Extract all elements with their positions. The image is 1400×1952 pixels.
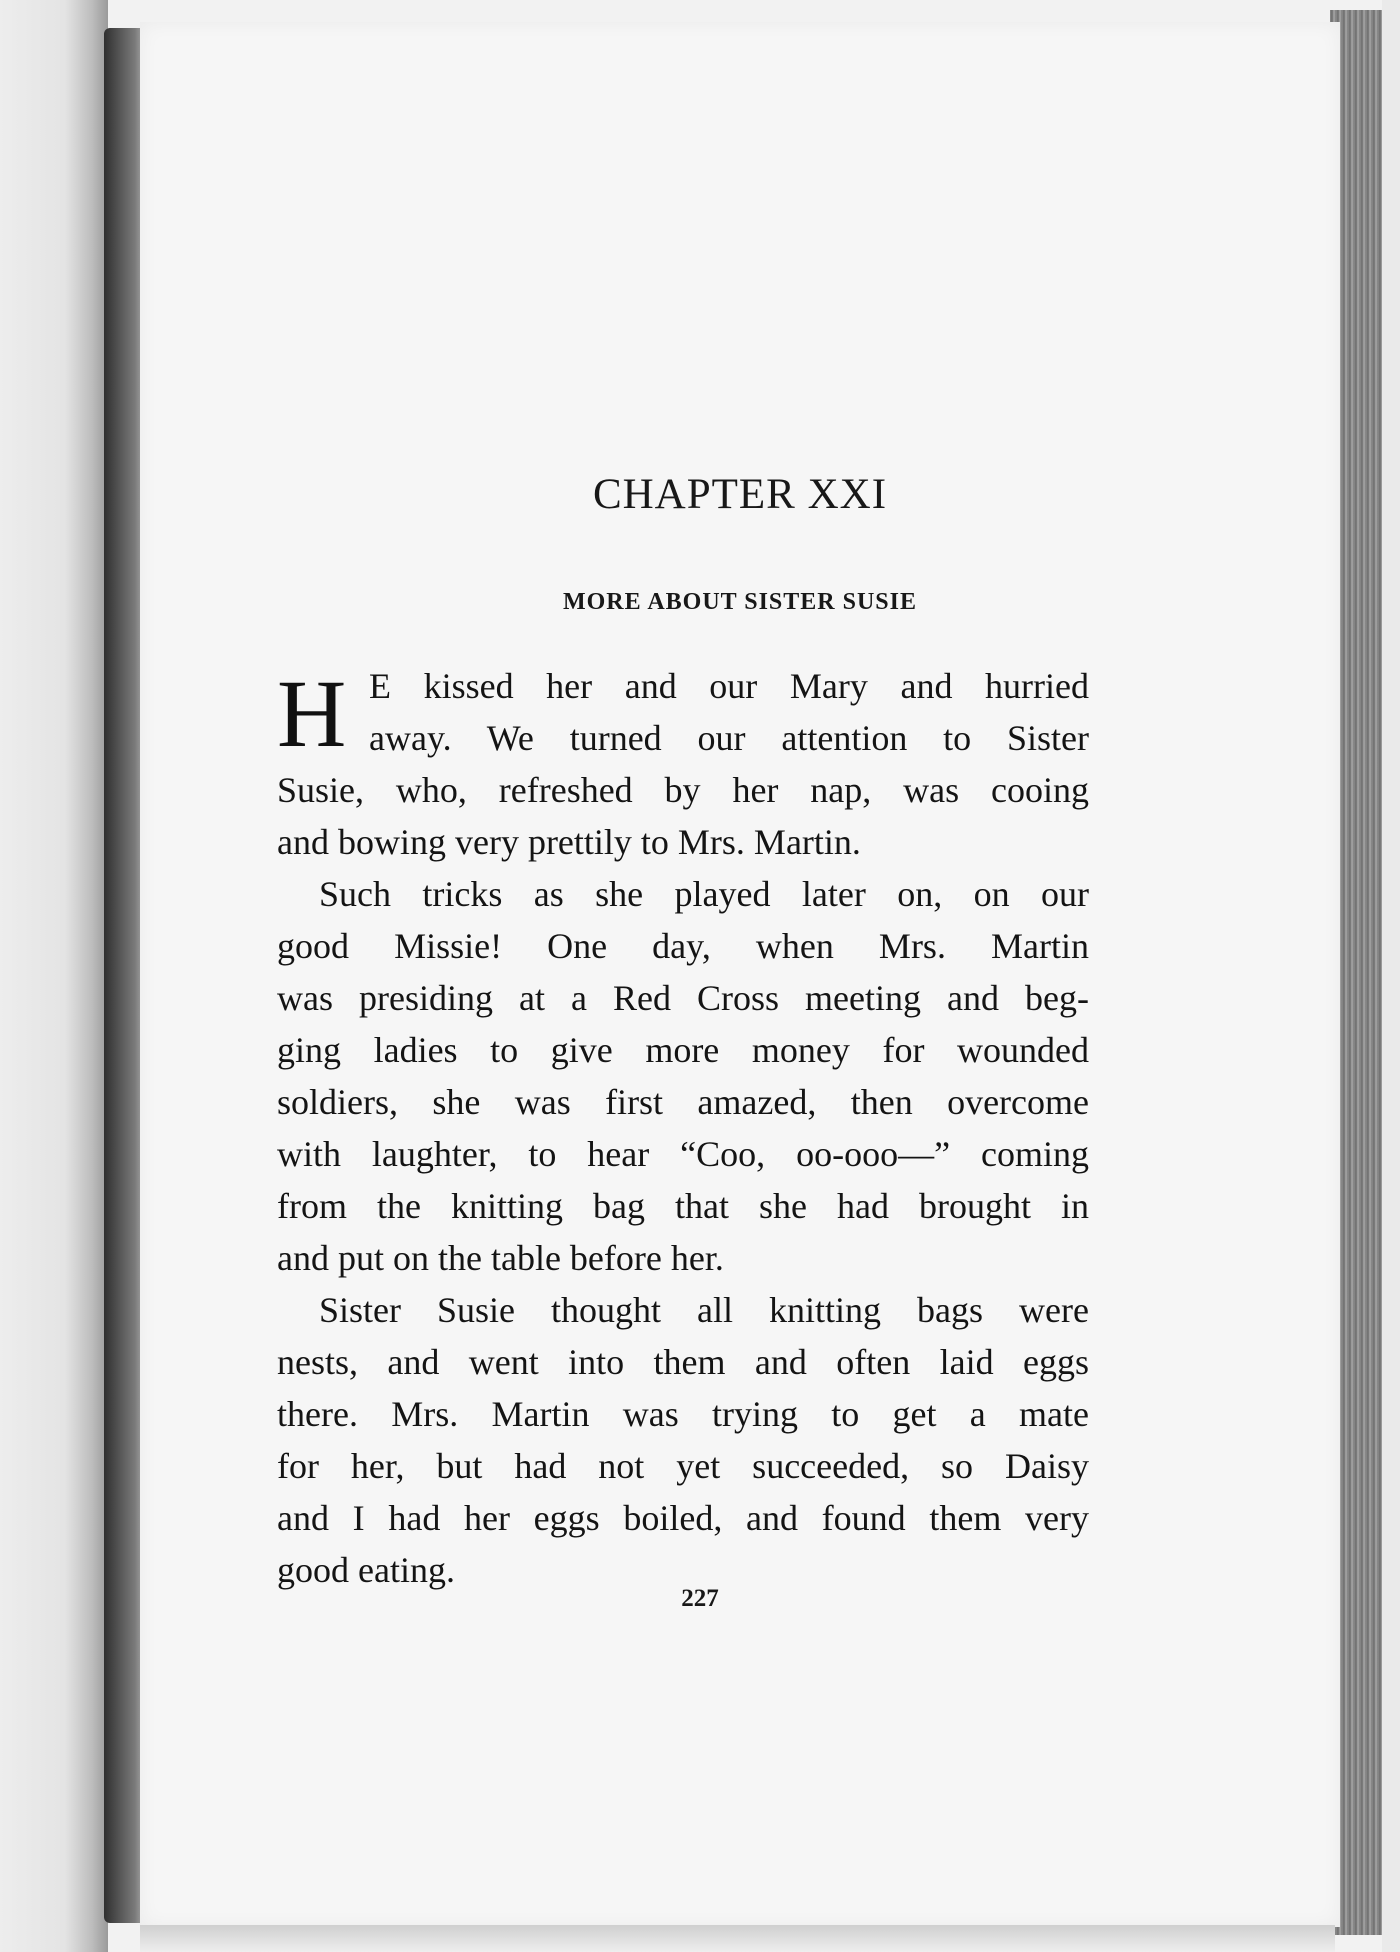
chapter-title: CHAPTER XXI	[592, 471, 888, 518]
text-line: nests, and went into them and often laid eggs	[277, 1342, 1089, 1382]
text-line: Such tricks as she played later on, on our	[319, 874, 1089, 914]
text-line: away. We turned our attention to Sister	[369, 718, 1089, 758]
text-line: was presiding at a Red Cross meeting and beg-	[277, 978, 1089, 1018]
text-line: Susie, who, refreshed by her nap, was cooing	[277, 770, 1089, 810]
text-line: good Missie! One day, when Mrs. Martin	[277, 926, 1089, 966]
opening-paragraph-start	[277, 660, 1089, 767]
left-page-edge	[0, 0, 108, 1952]
text-line: good eating.	[277, 1550, 455, 1590]
chapter-text	[277, 660, 1089, 1596]
background-right	[1382, 0, 1400, 1952]
text-line: E kissed her and our Mary and hurried	[369, 666, 1089, 706]
chapter-subtitle: MORE ABOUT SISTER SUSIE	[562, 589, 917, 615]
text-line: for her, but had not yet succeeded, so Daisy	[277, 1446, 1089, 1486]
drop-cap-lines	[369, 660, 1089, 764]
text-line: and bowing very prettily to Mrs. Martin.	[277, 822, 861, 862]
text-line: and put on the table before her.	[277, 1238, 724, 1278]
paragraph-1	[277, 764, 1089, 868]
page-bottom-edge	[140, 1925, 1335, 1952]
text-line: with laughter, to hear “Coo, oo-ooo—” coming	[277, 1134, 1089, 1174]
text-line: Sister Susie thought all knitting bags were	[319, 1290, 1089, 1330]
text-line: and I had her eggs boiled, and found them very	[277, 1498, 1089, 1538]
page-number: 227	[681, 1585, 719, 1612]
text-line: from the knitting bag that she had brought in	[277, 1186, 1089, 1226]
text-line: ging ladies to give more money for wounded	[277, 1030, 1089, 1070]
drop-cap: H	[277, 660, 347, 767]
paragraph-2	[277, 868, 1089, 1284]
text-line: soldiers, she was first amazed, then overcome	[277, 1082, 1089, 1122]
text-line: there. Mrs. Martin was trying to get a mate	[277, 1394, 1089, 1434]
paragraph-3	[277, 1284, 1089, 1596]
